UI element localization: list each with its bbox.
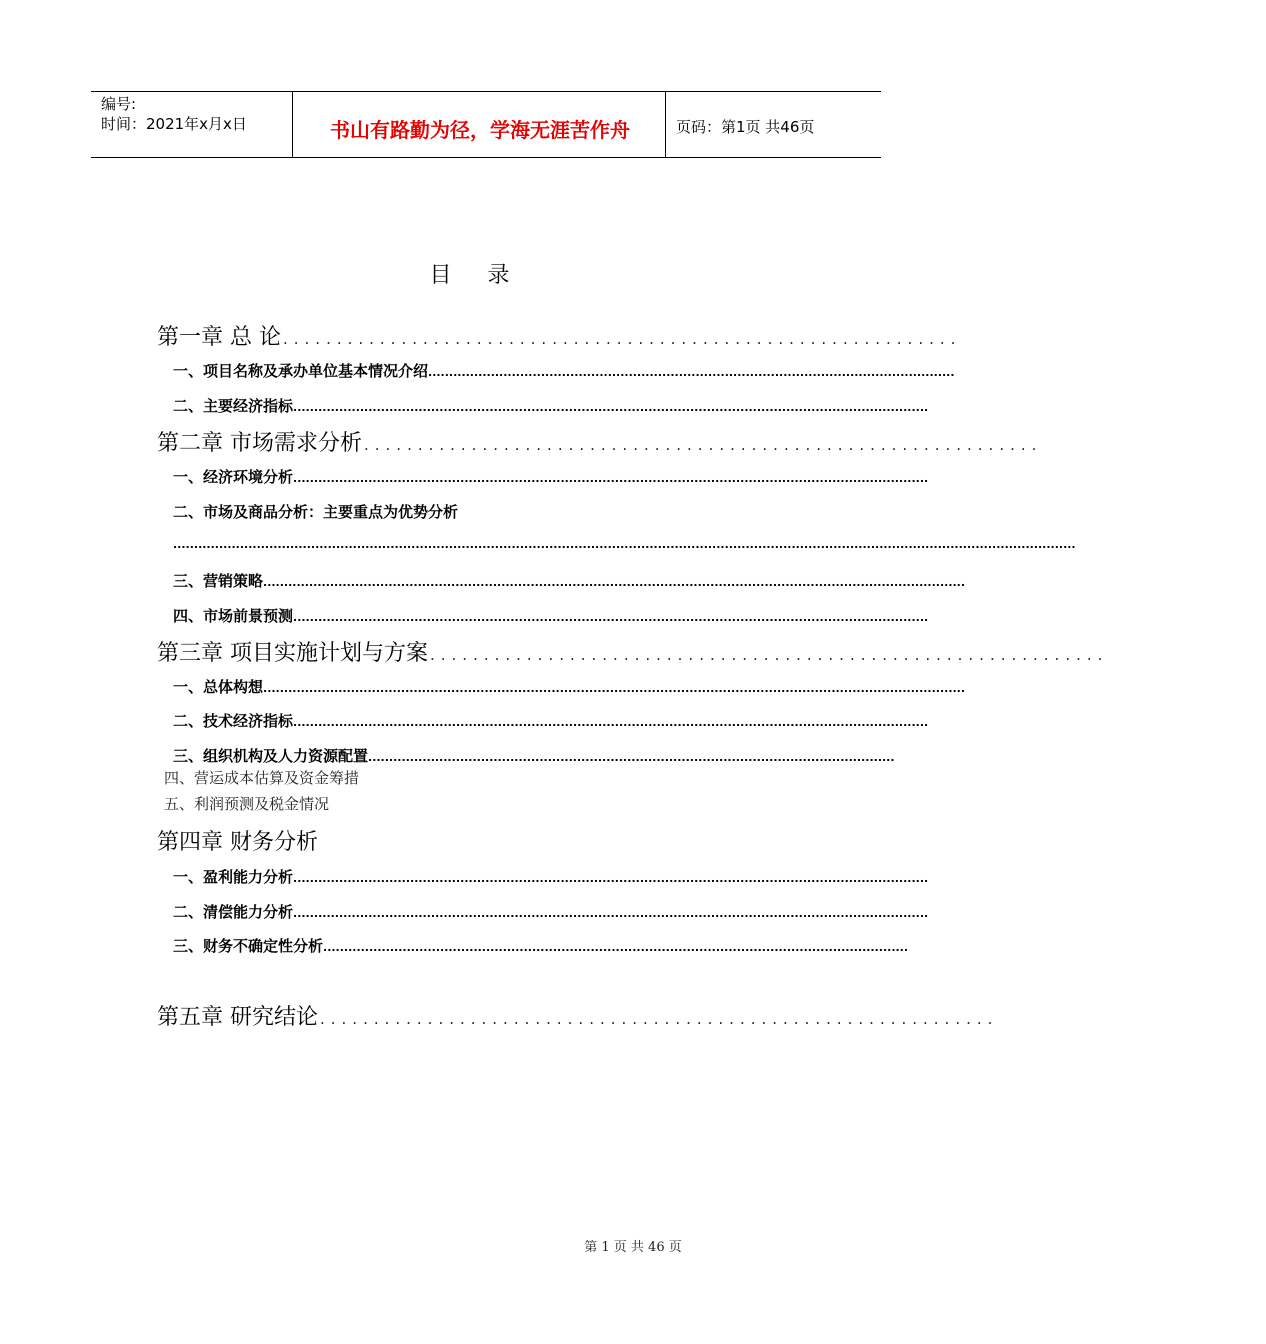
doc-time-label: 时间：2021年x月x日 [101, 115, 247, 133]
toc-leader: ........................................................................................................................................................ [293, 401, 929, 414]
page-footer: 第 1 页 共 46 页 [584, 1240, 682, 1255]
toc-leader: ........................................................................................................................................................ [293, 716, 929, 729]
toc-leader: ........................................................................................................................................................................................................................ [173, 538, 1076, 551]
toc-entry-label: 一、总体构想 [173, 678, 264, 696]
toc-entry-plain[interactable]: 五、利润预测及税金情况 [164, 795, 330, 813]
toc-leader: ........................................................................................................................................................................ [263, 682, 966, 695]
toc-entry[interactable] [173, 605, 929, 626]
toc-leader: .............................................................................................................................. [368, 751, 895, 764]
header-top-rule [91, 91, 881, 92]
toc-entry-label: 二、清偿能力分析 [173, 903, 294, 921]
toc-chapter-1[interactable] [157, 320, 962, 351]
toc-chapter-5[interactable] [157, 1000, 999, 1031]
toc-chapter-label: 第五章 研究结论 [157, 1005, 318, 1030]
toc-leader: ........................................................................................................................................................ [293, 907, 929, 920]
toc-entry[interactable] [173, 676, 966, 697]
toc-chapter-label: 第三章 项目实施计划与方案 [157, 641, 428, 666]
doc-number-label: 编号: [101, 95, 137, 113]
toc-chapter-label: 第二章 市场需求分析 [157, 431, 362, 456]
toc-entry[interactable] [173, 501, 831, 522]
toc-leader: ............................................................................................................................................ [323, 941, 909, 954]
toc-entry-label: 三、营销策略 [173, 572, 264, 590]
toc-entry-label: 二、市场及商品分析：主要重点为优势分析 [173, 503, 459, 521]
toc-chapter-3[interactable] [157, 636, 1109, 667]
toc-title: 目录 [429, 263, 546, 288]
toc-chapter-label: 第一章 总 论 [157, 325, 281, 350]
toc-entry[interactable] [173, 570, 966, 591]
toc-chapter-2[interactable] [157, 426, 1043, 457]
toc-leader: ............................................................... [283, 330, 962, 348]
toc-entry-label: 三、财务不确定性分析 [173, 937, 324, 955]
toc-entry-plain[interactable]: 四、营运成本估算及资金筹措 [164, 769, 360, 787]
toc-entry[interactable] [173, 935, 909, 956]
toc-leader: ........................................................................................................................................................ [293, 872, 929, 885]
toc-entry-label: 一、经济环境分析 [173, 468, 294, 486]
header-bottom-rule [91, 157, 881, 158]
toc-entry-label: 二、主要经济指标 [173, 397, 294, 415]
toc-entry[interactable] [173, 901, 929, 922]
toc-leader: .............................................................................................................................. [428, 366, 955, 379]
toc-entry[interactable] [173, 710, 929, 731]
toc-entry[interactable] [173, 866, 929, 887]
toc-entry[interactable] [173, 745, 895, 766]
toc-entry-label: 四、市场前景预测 [173, 607, 294, 625]
toc-entry-label: 一、盈利能力分析 [173, 868, 294, 886]
toc-leader: ............................................................... [364, 436, 1043, 454]
header-meta [101, 94, 247, 134]
toc-entry-label: 三、组织机构及人力资源配置 [173, 747, 369, 765]
header-motto: 书山有路勤为径，学海无涯苦作舟 [330, 118, 630, 142]
header-divider-1 [292, 91, 293, 158]
toc-entry-label: 二、技术经济指标 [173, 712, 294, 730]
toc-leader: ............................................................... [430, 646, 1109, 664]
toc-entry[interactable] [173, 360, 955, 381]
toc-entry[interactable] [173, 395, 929, 416]
header-page-label: 页码：第1页 共46页 [676, 118, 815, 136]
toc-leader: ........................................................................................................................................................ [293, 611, 929, 624]
toc-leader: ........................................................................................................................................................ [293, 472, 929, 485]
toc-chapter-4[interactable]: 第四章 财务分析 [157, 830, 318, 855]
toc-leader: ............................................................... [320, 1010, 999, 1028]
toc-leader: ........................................................................................................................................................................ [263, 576, 966, 589]
toc-entry[interactable] [173, 466, 929, 487]
toc-entry-label: 一、项目名称及承办单位基本情况介绍 [173, 362, 429, 380]
